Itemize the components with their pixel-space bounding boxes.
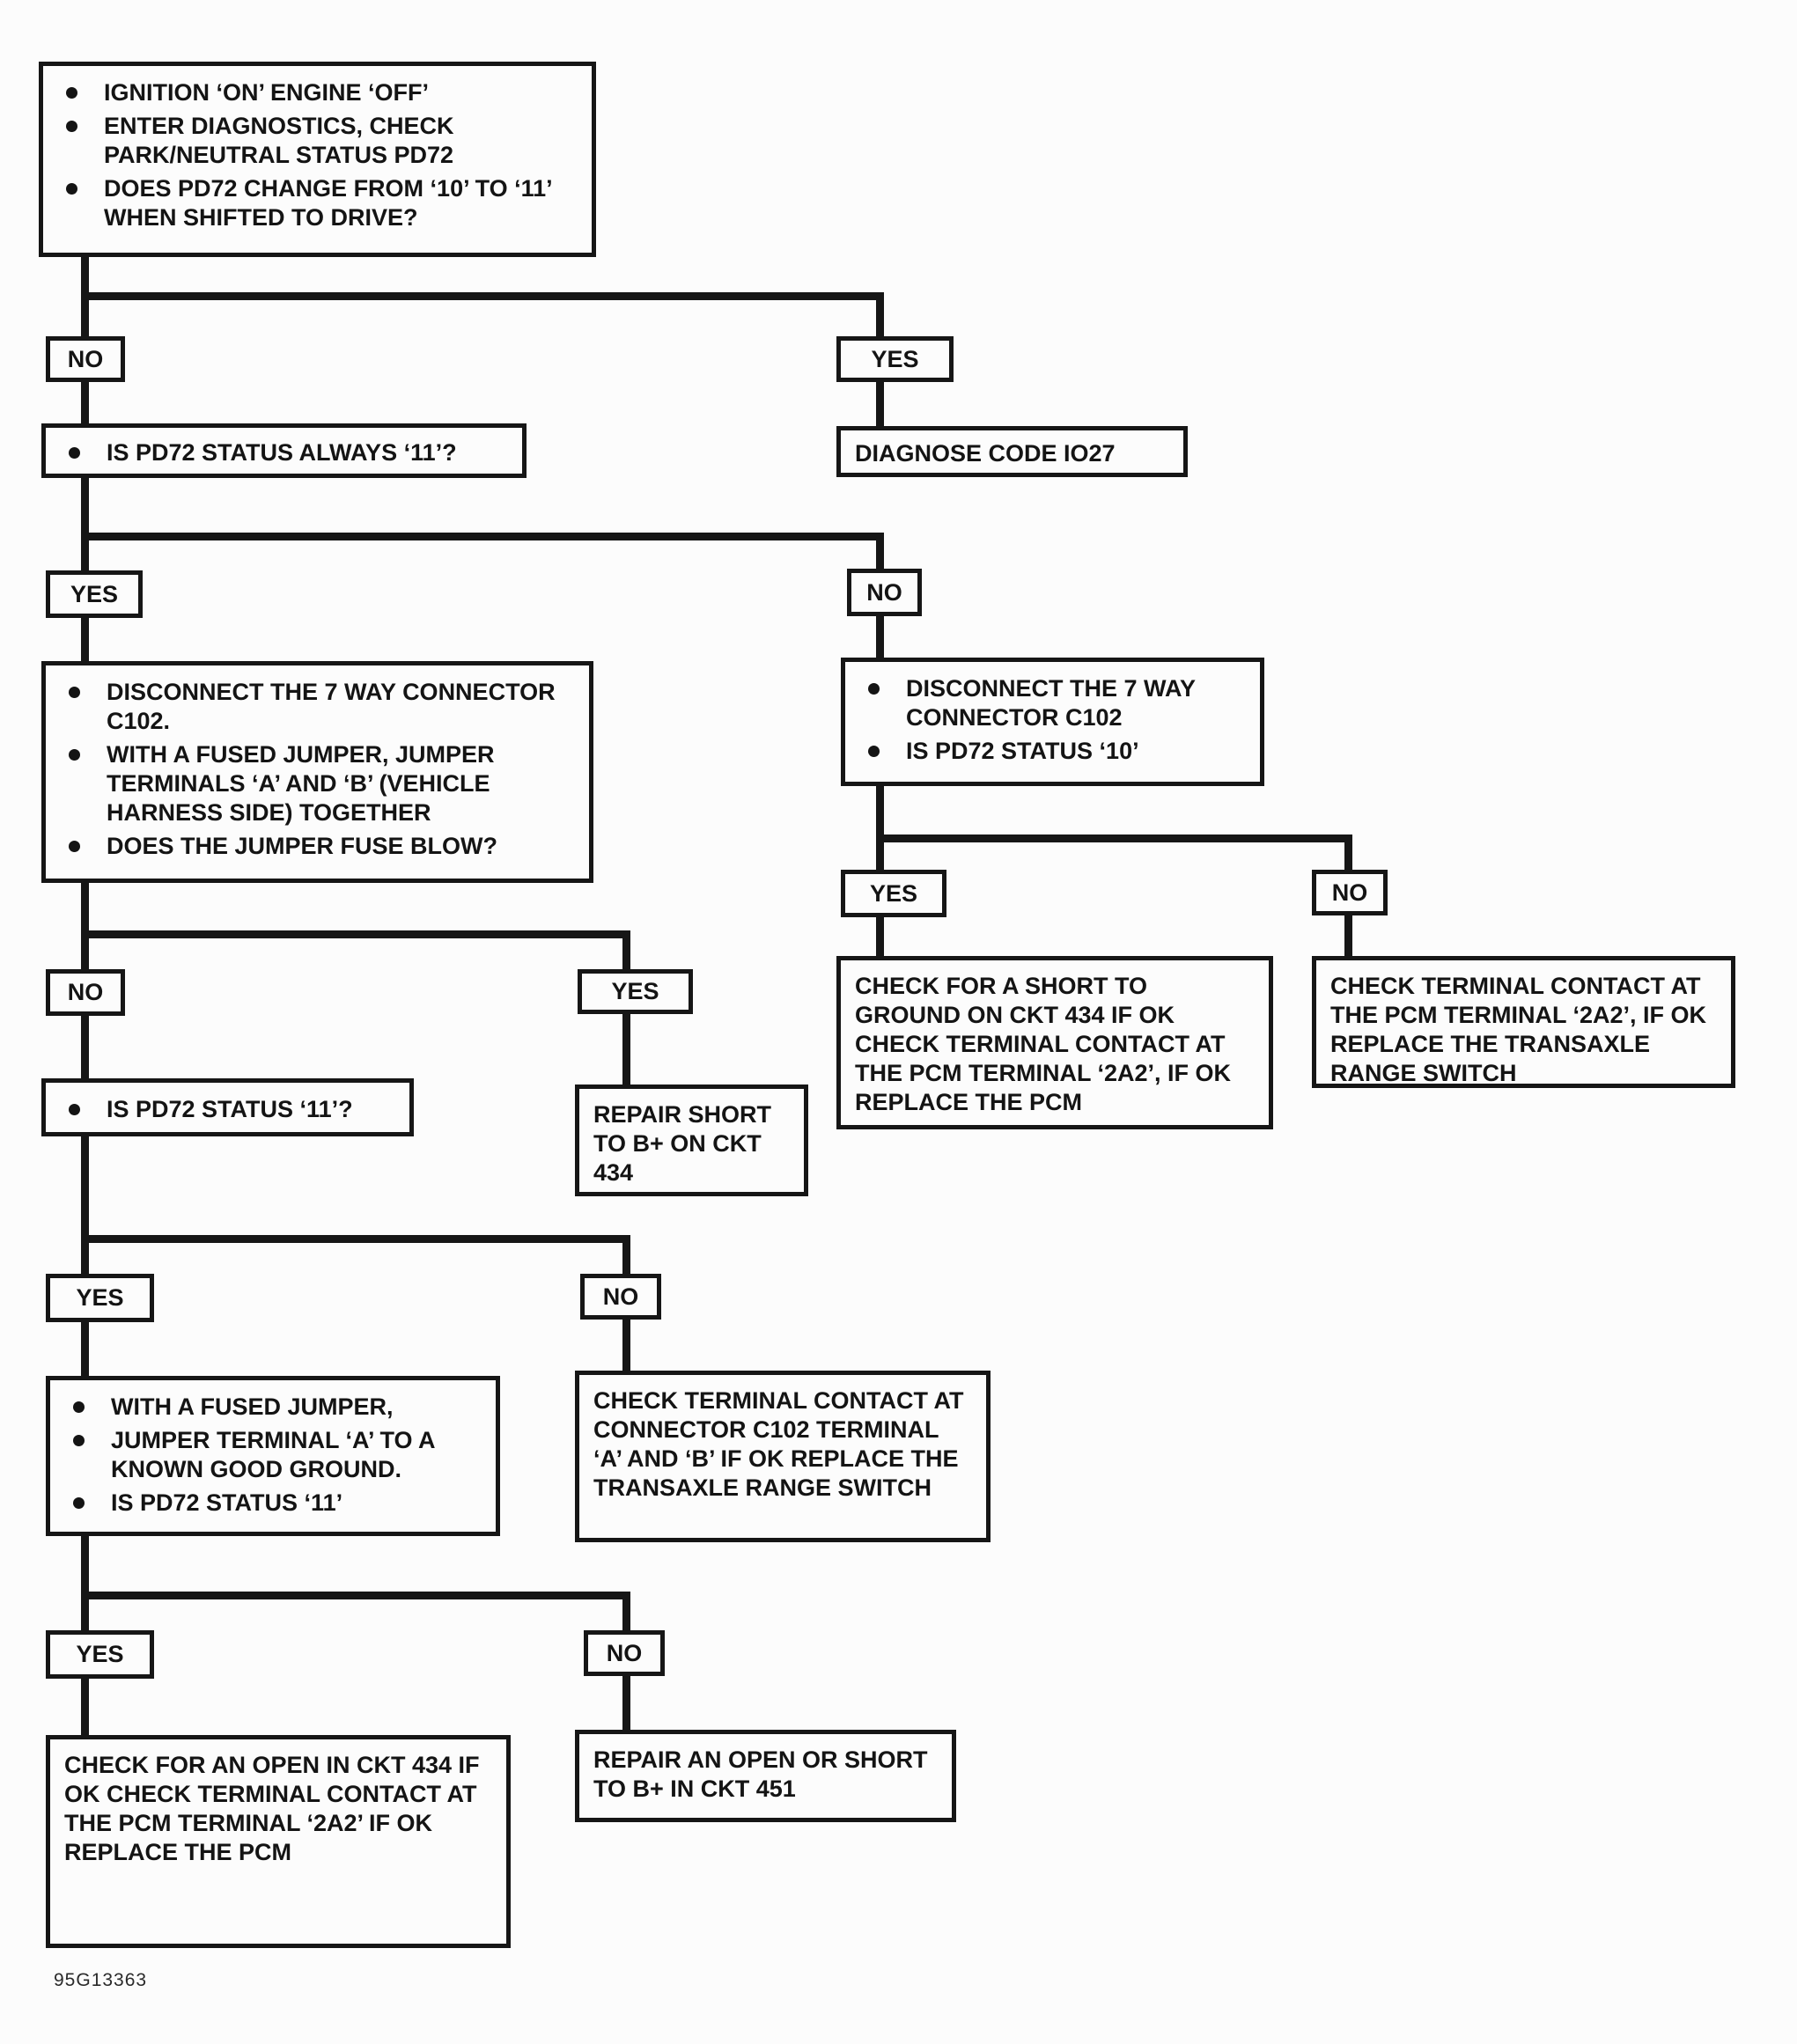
- bullet-item: [69, 678, 571, 736]
- bullet-item: [69, 832, 571, 861]
- bullet-text: DISCONNECT THE 7 WAY CONNECTOR C102: [906, 675, 1196, 731]
- connector-line: [622, 1316, 630, 1374]
- bullet-icon: [69, 841, 80, 852]
- bullet-icon: [868, 746, 880, 757]
- bullet-item: [66, 112, 574, 170]
- bullet-text: IS PD72 STATUS ALWAYS ‘11’?: [107, 439, 457, 466]
- connector-line: [81, 379, 89, 427]
- bullet-icon: [73, 1497, 85, 1509]
- connector-line: [81, 1319, 89, 1379]
- procedure-box-jumper-fuse: [41, 661, 593, 883]
- bullet-text: IS PD72 STATUS ‘10’: [906, 738, 1139, 764]
- action-box-repair-open-ckt-451: [575, 1730, 956, 1822]
- connector-line: [81, 930, 630, 938]
- connector-line: [81, 879, 89, 973]
- action-box-repair-short: [575, 1084, 808, 1196]
- connector-line: [81, 1012, 89, 1082]
- procedure-box-jumper-ground: [46, 1376, 500, 1536]
- branch-label-yes-4: YES: [578, 969, 693, 1014]
- connector-line: [81, 292, 884, 300]
- connector-line: [81, 475, 89, 574]
- bullet-icon: [868, 683, 880, 695]
- bullet-item: [868, 674, 1242, 732]
- connector-line: [622, 1673, 630, 1733]
- connector-line: [622, 1011, 630, 1088]
- bullet-item: [69, 740, 571, 827]
- connector-line: [622, 930, 630, 973]
- bullet-item: [69, 438, 504, 467]
- connector-line: [81, 1592, 630, 1599]
- branch-label-yes-2: YES: [46, 570, 143, 618]
- action-box-diagnose-code: [836, 426, 1188, 477]
- bullet-text: ENTER DIAGNOSTICS, CHECK PARK/NEUTRAL STATUS PD72: [104, 113, 454, 168]
- connector-line: [81, 1675, 89, 1739]
- action-text: CHECK FOR A SHORT TO GROUND ON CKT 434 IF OK CHECK TERMINAL CONTACT AT THE PCM TERMINAL ‘2A2’, IF OK REPLACE THE PCM: [855, 973, 1232, 1115]
- action-text: REPAIR AN OPEN OR SHORT TO B+ IN CKT 451: [593, 1746, 928, 1802]
- branch-label-no-4: NO: [46, 969, 125, 1016]
- branch-label-no-6: NO: [584, 1630, 665, 1676]
- bullet-text: DISCONNECT THE 7 WAY CONNECTOR C102.: [107, 679, 556, 734]
- question-box-pd72-always-11: [41, 423, 527, 478]
- connector-line: [1344, 912, 1352, 960]
- bullet-item: [868, 737, 1242, 766]
- branch-label-no-1: NO: [46, 336, 125, 382]
- connector-line: [876, 835, 1352, 842]
- branch-label-no-3: NO: [1312, 870, 1388, 915]
- branch-label-yes-6: YES: [46, 1630, 154, 1679]
- connector-line: [81, 1133, 89, 1277]
- branch-label-yes-1: YES: [836, 336, 954, 382]
- connector-line: [876, 914, 884, 960]
- action-box-short-to-ground: [836, 956, 1273, 1129]
- bullet-icon: [69, 1104, 80, 1115]
- action-text: CHECK FOR AN OPEN IN CKT 434 IF OK CHECK TERMINAL CONTACT AT THE PCM TERMINAL ‘2A2’ IF OK REPLACE THE PCM: [64, 1752, 480, 1865]
- branch-label-yes-5: YES: [46, 1274, 154, 1322]
- branch-label-no-5: NO: [580, 1274, 661, 1320]
- bullet-icon: [73, 1401, 85, 1413]
- action-text: CHECK TERMINAL CONTACT AT THE PCM TERMINAL ‘2A2’, IF OK REPLACE THE TRANSAXLE RANGE SWITCH: [1330, 973, 1707, 1086]
- figure-id: 95G13363: [54, 1970, 148, 1990]
- bullet-item: [66, 174, 574, 232]
- action-box-open-ckt-434: [46, 1735, 511, 1948]
- connector-line: [81, 1533, 89, 1634]
- action-box-connector-terminal-check: [575, 1371, 991, 1542]
- action-box-pcm-terminal-contact: [1312, 956, 1735, 1088]
- connector-line: [876, 379, 884, 430]
- bullet-text: IGNITION ‘ON’ ENGINE ‘OFF’: [104, 79, 430, 106]
- bullet-text: WITH A FUSED JUMPER, JUMPER TERMINALS ‘A’ AND ‘B’ (VEHICLE HARNESS SIDE) TOGETHER: [107, 741, 495, 826]
- bullet-icon: [73, 1435, 85, 1446]
- bullet-icon: [69, 447, 80, 459]
- branch-label-yes-3: YES: [841, 870, 946, 917]
- branch-label-no-2: NO: [847, 569, 922, 616]
- bullet-text: WITH A FUSED JUMPER,: [111, 1393, 394, 1420]
- bullet-icon: [69, 687, 80, 698]
- bullet-text: DOES THE JUMPER FUSE BLOW?: [107, 833, 498, 859]
- bullet-text: DOES PD72 CHANGE FROM ‘10’ TO ‘11’ WHEN SHIFTED TO DRIVE?: [104, 175, 552, 231]
- connector-line: [876, 533, 884, 572]
- bullet-text: JUMPER TERMINAL ‘A’ TO A KNOWN GOOD GROUND.: [111, 1427, 435, 1482]
- connector-line: [622, 1592, 630, 1634]
- action-text: CHECK TERMINAL CONTACT AT CONNECTOR C102 TERMINAL ‘A’ AND ‘B’ IF OK REPLACE THE TRANSAXLE RANGE SWITCH: [593, 1387, 964, 1501]
- bullet-item: [69, 1095, 392, 1124]
- connector-line: [1344, 835, 1352, 873]
- bullet-item: [73, 1489, 478, 1518]
- bullet-icon: [69, 749, 80, 761]
- bullet-item: [73, 1393, 478, 1422]
- connector-line: [81, 1235, 630, 1243]
- action-text: REPAIR SHORT TO B+ ON CKT 434: [593, 1101, 772, 1186]
- bullet-item: [73, 1426, 478, 1484]
- bullet-text: IS PD72 STATUS ‘11’?: [107, 1096, 353, 1122]
- connector-line: [876, 783, 884, 873]
- connector-line: [81, 614, 89, 665]
- bullet-icon: [66, 183, 77, 195]
- bullet-icon: [66, 87, 77, 99]
- connector-line: [876, 292, 884, 341]
- start-box: [39, 62, 596, 257]
- bullet-text: IS PD72 STATUS ‘11’: [111, 1489, 343, 1516]
- bullet-item: [66, 78, 574, 107]
- connector-line: [81, 533, 884, 540]
- action-text: DIAGNOSE CODE IO27: [855, 440, 1116, 467]
- connector-line: [622, 1235, 630, 1277]
- procedure-box-status-10: [841, 658, 1264, 786]
- bullet-icon: [66, 121, 77, 132]
- connector-line: [876, 613, 884, 661]
- question-box-pd72-status-11: [41, 1078, 414, 1136]
